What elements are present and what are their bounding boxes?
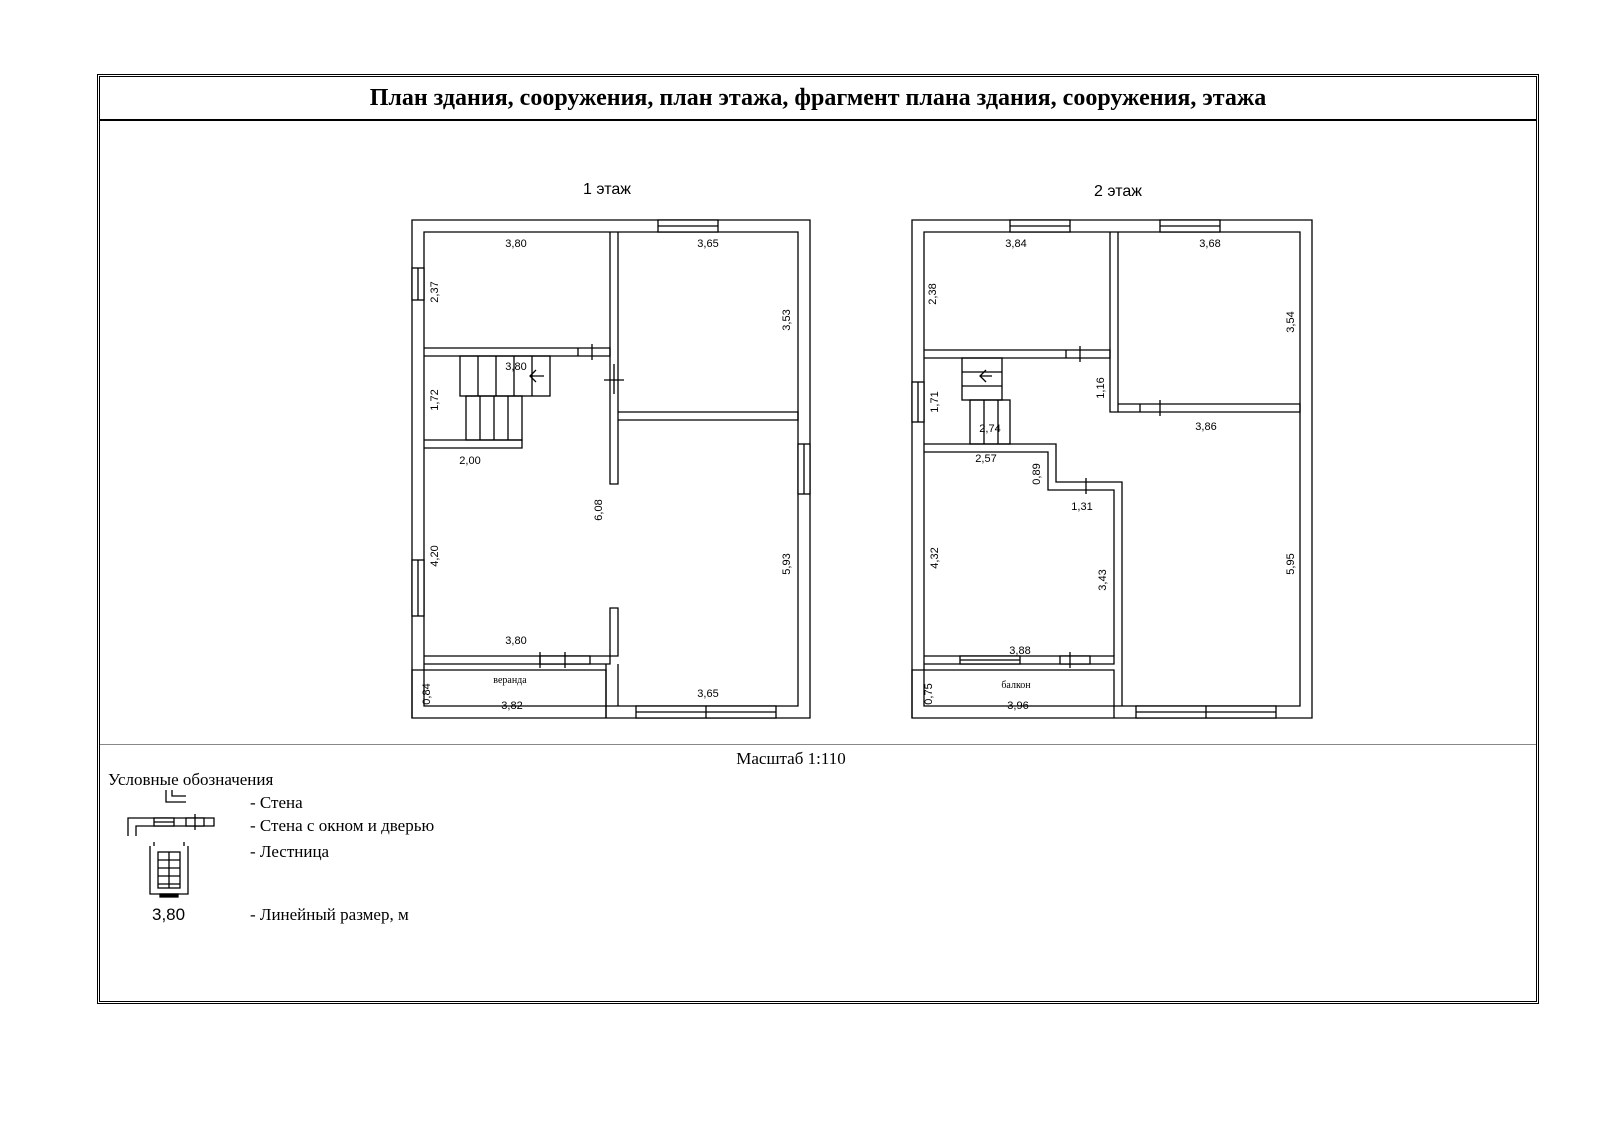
dim-label: 3,68 xyxy=(1199,238,1221,250)
dim-label: 1,16 xyxy=(1095,377,1107,399)
dim-label: 5,95 xyxy=(1285,553,1297,575)
dim-label: 3,53 xyxy=(781,309,793,331)
legend-sample-dimension: 3,80 xyxy=(152,905,186,924)
dim-label: 1,72 xyxy=(429,389,441,411)
dim-label: 3,96 xyxy=(1007,700,1029,712)
dim-label: 2,37 xyxy=(429,281,441,303)
dim-label: 2,74 xyxy=(979,423,1001,435)
dim-label: 1,31 xyxy=(1071,501,1093,513)
dim-label: 3,84 xyxy=(1005,238,1027,250)
floor-2-label: 2 этаж xyxy=(1094,183,1142,200)
dim-label: 3,80 xyxy=(505,635,527,647)
dim-label: 3,88 xyxy=(1009,645,1031,657)
scale-label xyxy=(100,749,1536,769)
dim-label: 3,86 xyxy=(1195,421,1217,433)
legend-item-wall-window-door: - Стена с окном и дверью xyxy=(250,816,435,835)
dim-label: 3,80 xyxy=(505,238,527,250)
legend-item-dimension: - Линейный размер, м xyxy=(250,905,409,924)
scale-text: Масштаб 1:110 xyxy=(736,749,846,768)
dim-label: 4,20 xyxy=(429,545,441,567)
drawing-frame xyxy=(97,74,1539,1004)
dim-label: 4,32 xyxy=(929,547,941,569)
dim-label: 3,65 xyxy=(697,688,719,700)
scale-divider xyxy=(100,744,1536,745)
dim-label: 3,43 xyxy=(1097,569,1109,591)
dim-label: 3,82 xyxy=(501,700,523,712)
dim-label: 2,00 xyxy=(459,455,481,467)
dim-label: 0,75 xyxy=(923,683,935,705)
balcony-label: балкон xyxy=(1001,680,1031,691)
legend-item-wall: - Стена xyxy=(250,793,303,812)
dim-label: 6,08 xyxy=(593,499,605,521)
dim-label: 2,57 xyxy=(975,453,997,465)
dim-label: 5,93 xyxy=(781,553,793,575)
dim-label: 0,84 xyxy=(421,683,433,705)
title-row xyxy=(100,77,1536,121)
dim-label: 3,80 xyxy=(505,361,527,373)
dim-label: 3,54 xyxy=(1285,311,1297,333)
dim-label: 1,71 xyxy=(929,391,941,413)
dim-label: 3,65 xyxy=(697,238,719,250)
dim-label: 2,38 xyxy=(927,283,939,305)
legend-title: Условные обозначения xyxy=(108,770,274,789)
page-title: План здания, сооружения, план этажа, фрагмент плана здания, сооружения, этажа xyxy=(369,84,1267,111)
legend-item-stairs: - Лестница xyxy=(250,842,330,861)
veranda-label: веранда xyxy=(493,675,527,686)
dim-label: 0,89 xyxy=(1031,463,1043,485)
floor-1-label: 1 этаж xyxy=(583,181,631,198)
